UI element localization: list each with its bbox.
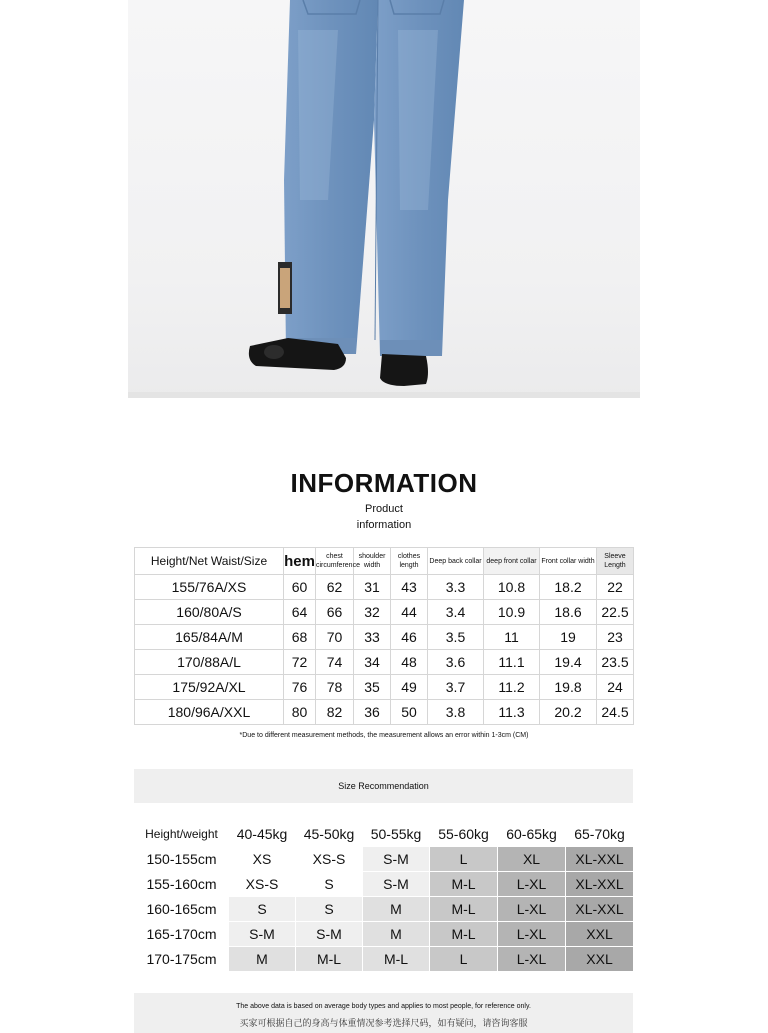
size-label-cell: 175/92A/XL [135, 675, 284, 700]
recommended-size-cell: M-L [430, 922, 498, 947]
measurement-cell: 46 [391, 625, 428, 650]
measurement-cell: 11.2 [484, 675, 540, 700]
measurement-cell: 3.4 [428, 600, 484, 625]
header-weight-range: 45-50kg [296, 822, 363, 847]
measurement-cell: 31 [354, 575, 391, 600]
measurement-cell: 3.8 [428, 700, 484, 725]
measurement-cell: 48 [391, 650, 428, 675]
recommendation-header-row [135, 822, 634, 847]
measurement-cell: 64 [284, 600, 316, 625]
recommended-size-cell: S-M [296, 922, 363, 947]
size-chart-row [135, 675, 634, 700]
jeans-illustration [128, 0, 640, 398]
measurement-cell: 22 [597, 575, 634, 600]
measurement-cell: 3.7 [428, 675, 484, 700]
measurement-cell: 22.5 [597, 600, 634, 625]
measurement-cell: 23.5 [597, 650, 634, 675]
recommended-size-cell: XL [498, 847, 566, 872]
measurement-cell: 19.8 [540, 675, 597, 700]
recommended-size-cell: M-L [363, 947, 430, 972]
recommended-size-cell: S-M [363, 872, 430, 897]
recommendation-row [135, 872, 634, 897]
recommendation-row [135, 897, 634, 922]
recommendation-title: Size Recommendation [134, 769, 633, 803]
measurement-cell: 49 [391, 675, 428, 700]
recommended-size-cell: M [363, 922, 430, 947]
header-front-collar: deep front collar [484, 548, 540, 575]
measurement-cell: 11.1 [484, 650, 540, 675]
size-label-cell: 180/96A/XXL [135, 700, 284, 725]
measurement-cell: 66 [316, 600, 354, 625]
measurement-cell: 10.8 [484, 575, 540, 600]
recommended-size-cell: XL-XXL [566, 872, 634, 897]
size-label-cell: 155/76A/XS [135, 575, 284, 600]
recommendation-table [134, 821, 634, 972]
measurement-cell: 18.2 [540, 575, 597, 600]
measurement-cell: 43 [391, 575, 428, 600]
recommended-size-cell: L-XL [498, 872, 566, 897]
height-range-cell: 150-155cm [135, 847, 229, 872]
measurement-cell: 50 [391, 700, 428, 725]
recommended-size-cell: S-M [229, 922, 296, 947]
measurement-cell: 3.6 [428, 650, 484, 675]
header-shoulder: shoulder width [354, 548, 391, 575]
measurement-cell: 11.3 [484, 700, 540, 725]
page-title: INFORMATION [290, 468, 478, 498]
recommended-size-cell: L-XL [498, 897, 566, 922]
measurement-cell: 76 [284, 675, 316, 700]
right-shoe [380, 354, 428, 386]
header-weight-range: 60-65kg [498, 822, 566, 847]
header-weight-range: 55-60kg [430, 822, 498, 847]
measurement-cell: 32 [354, 600, 391, 625]
measurement-cell: 19.4 [540, 650, 597, 675]
header-length: clothes length [391, 548, 428, 575]
size-label-cell: 165/84A/M [135, 625, 284, 650]
header-sleeve: Sleeve Length [597, 548, 634, 575]
measurement-cell: 62 [316, 575, 354, 600]
recommendation-row [135, 947, 634, 972]
subtitle-line-2: information [356, 519, 412, 531]
recommended-size-cell: XXL [566, 922, 634, 947]
measurement-cell: 10.9 [484, 600, 540, 625]
header-back-collar: Deep back collar [428, 548, 484, 575]
size-chart-row [135, 600, 634, 625]
measurement-cell: 20.2 [540, 700, 597, 725]
measurement-cell: 68 [284, 625, 316, 650]
recommended-size-cell: XS [229, 847, 296, 872]
header-size: Height/Net Waist/Size [135, 548, 284, 575]
measurement-cell: 19 [540, 625, 597, 650]
size-chart-row [135, 700, 634, 725]
measurement-cell: 82 [316, 700, 354, 725]
recommended-size-cell: XXL [566, 947, 634, 972]
measurement-cell: 3.3 [428, 575, 484, 600]
header-chest: chest circumference [316, 548, 354, 575]
measurement-cell: 33 [354, 625, 391, 650]
header-weight-range: 40-45kg [229, 822, 296, 847]
size-chart-row [135, 625, 634, 650]
measurement-cell: 3.5 [428, 625, 484, 650]
measurement-cell: 70 [316, 625, 354, 650]
recommended-size-cell: S-M [363, 847, 430, 872]
height-range-cell: 165-170cm [135, 922, 229, 947]
recommended-size-cell: L [430, 947, 498, 972]
size-chart-row [135, 575, 634, 600]
measurement-cell: 35 [354, 675, 391, 700]
header-collar-width: Front collar width [540, 548, 597, 575]
size-chart-table [134, 547, 634, 725]
recommended-size-cell: L-XL [498, 947, 566, 972]
recommended-size-cell: M [229, 947, 296, 972]
recommended-size-cell: XL-XXL [566, 897, 634, 922]
measurement-cell: 80 [284, 700, 316, 725]
measurement-cell: 36 [354, 700, 391, 725]
measurement-cell: 74 [316, 650, 354, 675]
measurement-cell: 18.6 [540, 600, 597, 625]
footer-chinese: 买家可根据自己的身高与体重情况参考选择尺码，如有疑问，请咨询客服 [239, 1018, 528, 1028]
measurement-cell: 78 [316, 675, 354, 700]
size-chart-row [135, 650, 634, 675]
size-label-cell: 160/80A/S [135, 600, 284, 625]
footer-note [134, 993, 633, 1033]
measurement-cell: 44 [391, 600, 428, 625]
recommendation-row [135, 922, 634, 947]
measurement-note: *Due to different measurement methods, the measurement allows an error within 1-3cm (CM) [239, 732, 529, 739]
size-label-cell: 170/88A/L [135, 650, 284, 675]
recommended-size-cell: S [229, 897, 296, 922]
recommended-size-cell: XS-S [296, 847, 363, 872]
size-chart-header-row [135, 548, 634, 575]
height-range-cell: 170-175cm [135, 947, 229, 972]
recommended-size-cell: S [296, 897, 363, 922]
recommended-size-cell: M-L [430, 897, 498, 922]
recommended-size-cell: M [363, 897, 430, 922]
header-weight-range: 50-55kg [363, 822, 430, 847]
recommended-size-cell: XS-S [229, 872, 296, 897]
measurement-cell: 23 [597, 625, 634, 650]
header-height-weight: Height/weight [135, 822, 229, 847]
recommended-size-cell: L-XL [498, 922, 566, 947]
footer-english: The above data is based on average body types and applies to most people, for reference only. [236, 1003, 531, 1010]
header-hem: hem [284, 548, 316, 575]
measurement-cell: 24.5 [597, 700, 634, 725]
recommended-size-cell: L [430, 847, 498, 872]
height-range-cell: 155-160cm [135, 872, 229, 897]
recommended-size-cell: XL-XXL [566, 847, 634, 872]
measurement-cell: 11 [484, 625, 540, 650]
header-weight-range: 65-70kg [566, 822, 634, 847]
product-photo [128, 0, 640, 398]
measurement-cell: 34 [354, 650, 391, 675]
recommended-size-cell: M-L [296, 947, 363, 972]
recommended-size-cell: M-L [430, 872, 498, 897]
recommendation-row [135, 847, 634, 872]
measurement-cell: 60 [284, 575, 316, 600]
subtitle-line-1: Product [365, 503, 403, 515]
height-range-cell: 160-165cm [135, 897, 229, 922]
measurement-cell: 72 [284, 650, 316, 675]
recommended-size-cell: S [296, 872, 363, 897]
measurement-cell: 24 [597, 675, 634, 700]
